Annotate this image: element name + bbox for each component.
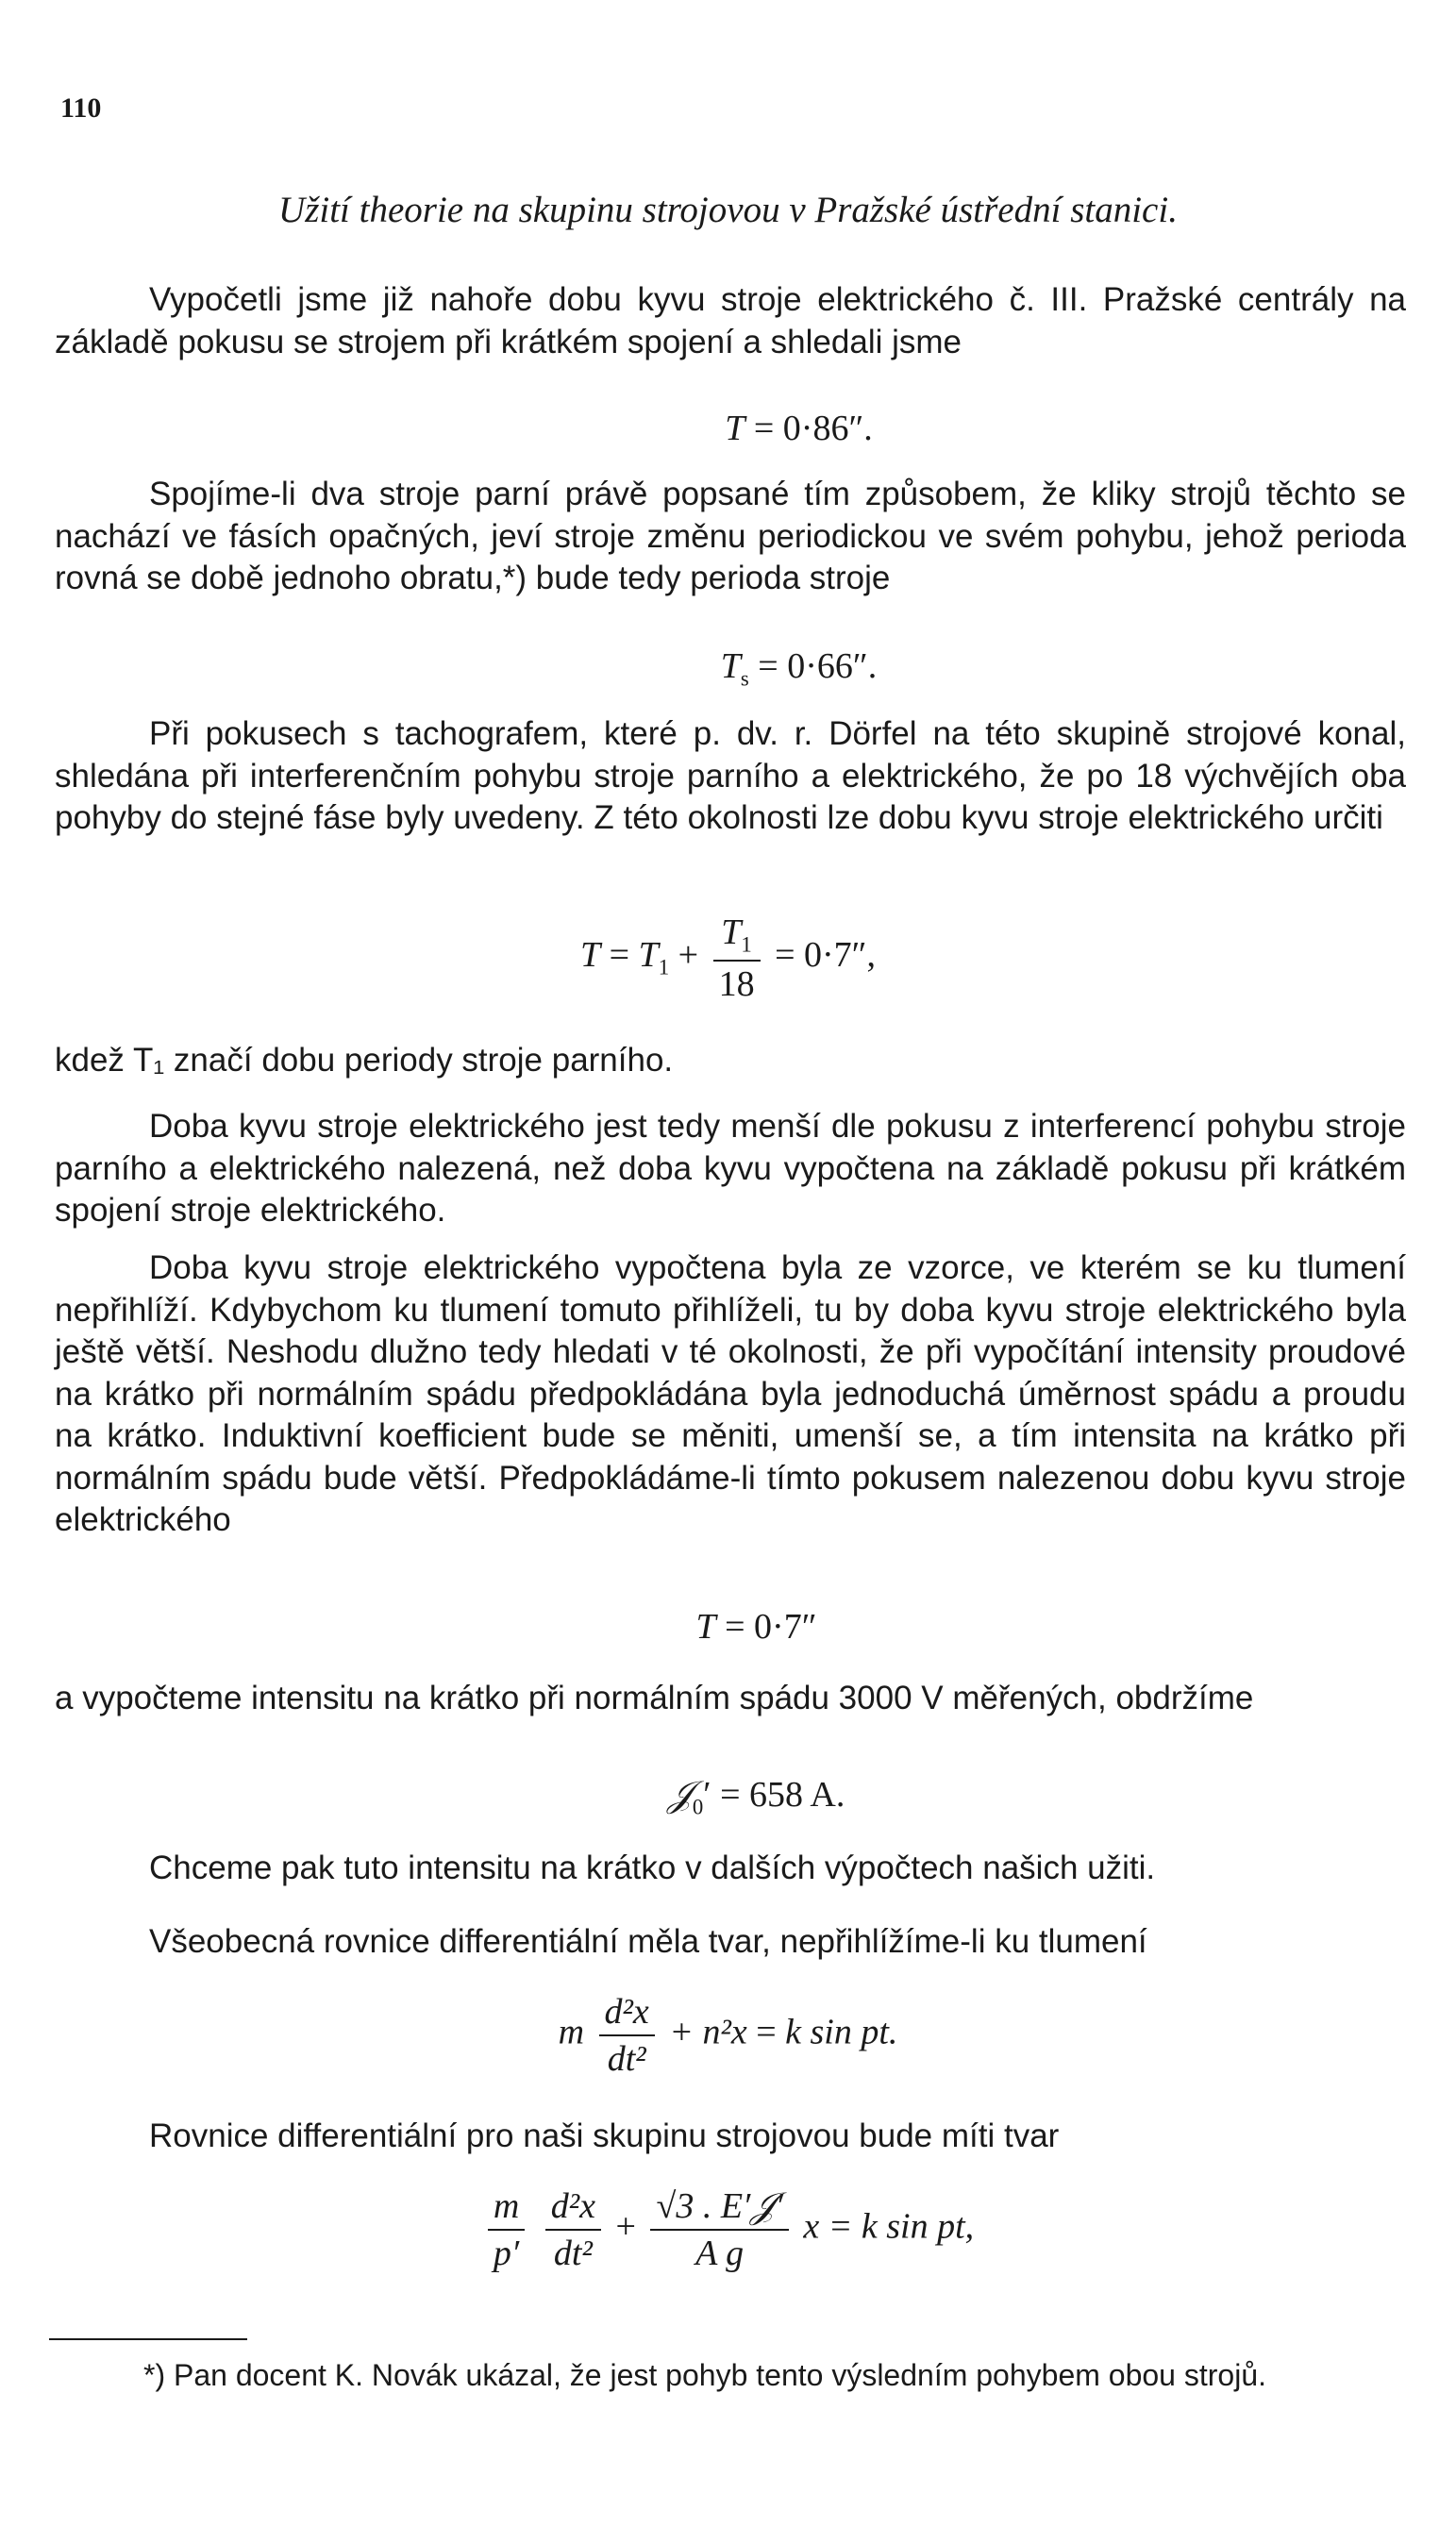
- paragraph-6: Doba kyvu stroje elektrického vypočtena byla ze vzorce, ve kterém se ku tlumení nepřihlíží. Kdybychom ku tlumení tomuto přihlíželi, tu by doba kyvu stroje elektrického byla ještě větší. Neshodu dlužno tedy hledati v té okolnosti, že při vypočítání intensity proudové na krátko při normálním spádu předpokládána byla jednoduchá úměrnost spádu a proudu na krátko. Induktivní koefficient bude se měniti, umenší se, a tím intensita na krátko při normálním spádu bude větší. Předpokládáme-li tímto pokusem nalezenou dobu kyvu stroje elektrického: [55, 1249, 1406, 1538]
- fraction-d2x-dt2-group: $\frac{\text{d²x}}{\text{dt²}}$: [545, 2185, 601, 2274]
- page-number: 110: [60, 92, 102, 124]
- footnote: *) Pan docent K. Novák ukázal, že jest pohyb tento výsledním pohybem obou strojů.: [143, 2358, 1266, 2392]
- fraction-d2x-dt2: $\frac{\text{d²x}}{\text{dt²}}$: [599, 1991, 655, 2080]
- fraction-t1-18: $\frac{T_1}{18}$: [713, 912, 761, 1005]
- fraction-sqrt3-ej-ag: $\frac{\text{√3 . E′𝒥′}}{\text{A g}}$: [650, 2185, 788, 2274]
- paragraph-5: Doba kyvu stroje elektrického jest tedy menší dle pokusu z interferencí pohybu stroje parního a elektrického nalezená, než doba kyvu vypočtena na základě pokusu při krátkém spojení stroje elektrického.: [55, 1108, 1406, 1229]
- equation-ts-066: $T_s = 0\cdot 66''$.: [720, 646, 878, 691]
- paragraph-10: Rovnice differentiální pro naši skupinu strojovou bude míti tvar: [149, 2117, 1060, 2154]
- equation-t-interference: $T = T_1$ + $\frac{T_1}{18}$ = 0·7″,: [580, 912, 876, 1004]
- paragraph-8: Chceme pak tuto intensitu na krátko v dalších výpočtech našich užiti.: [149, 1849, 1156, 1886]
- paragraph-7: a vypočteme intensitu na krátko při normálním spádu 3000 V měřených, obdržíme: [55, 1680, 1254, 1716]
- equation-general-differential: m $\frac{\text{d²x}}{\text{dt²}}$ + n²x = k sin pt.: [558, 1992, 898, 2079]
- fraction-m-p: $\frac{m}{p'}$: [488, 2185, 525, 2274]
- paragraph-9: Všeobecná rovnice differentiální měla tvar, nepřihlížíme-li ku tlumení: [149, 1923, 1147, 1960]
- footnote-rule: [49, 2338, 247, 2340]
- paragraph-2: Spojíme-li dva stroje parní právě popsané tím způsobem, že kliky strojů těchto se nachází ve fásích opačných, jeví stroje změnu periodickou ve svém pohybu, jehož perioda rovná se době jednoho obratu,*) bude tedy perioda stroje: [55, 476, 1406, 596]
- paragraph-4: kdež T₁ značí dobu periody stroje parního.: [55, 1042, 674, 1079]
- equation-j0-658: 𝒥$_0$′ = 658 A.: [667, 1775, 845, 1819]
- equation-t-07: T = 0·7″: [695, 1607, 817, 1647]
- section-title: Užití theorie na skupinu strojovou v Pražské ústřední stanici.: [278, 190, 1178, 230]
- paragraph-3: Při pokusech s tachografem, které p. dv. r. Dörfel na této skupině strojové konal, shledána při interferenčním pohybu stroje parního a elektrického, že po 18 výchvějích oba pohyby do stejné fáse byly uvedeny. Z této okolnosti lze dobu kyvu stroje elektrického určiti: [55, 715, 1406, 836]
- paragraph-1: Vypočetli jsme již nahoře dobu kyvu stroje elektrického č. III. Pražské centrály na základě pokusu se strojem při krátkém spojení a shledali jsme: [55, 281, 1406, 360]
- equation-group-differential: $\frac{m}{p'}$ $\frac{\text{d²x}}{\text{dt²}}$ + $\frac{\text{√3 . E′𝒥′}}{\text{A g}}$ x = k sin pt,: [0, 2185, 1456, 2274]
- equation-t-086: T = 0·86″.: [725, 409, 873, 448]
